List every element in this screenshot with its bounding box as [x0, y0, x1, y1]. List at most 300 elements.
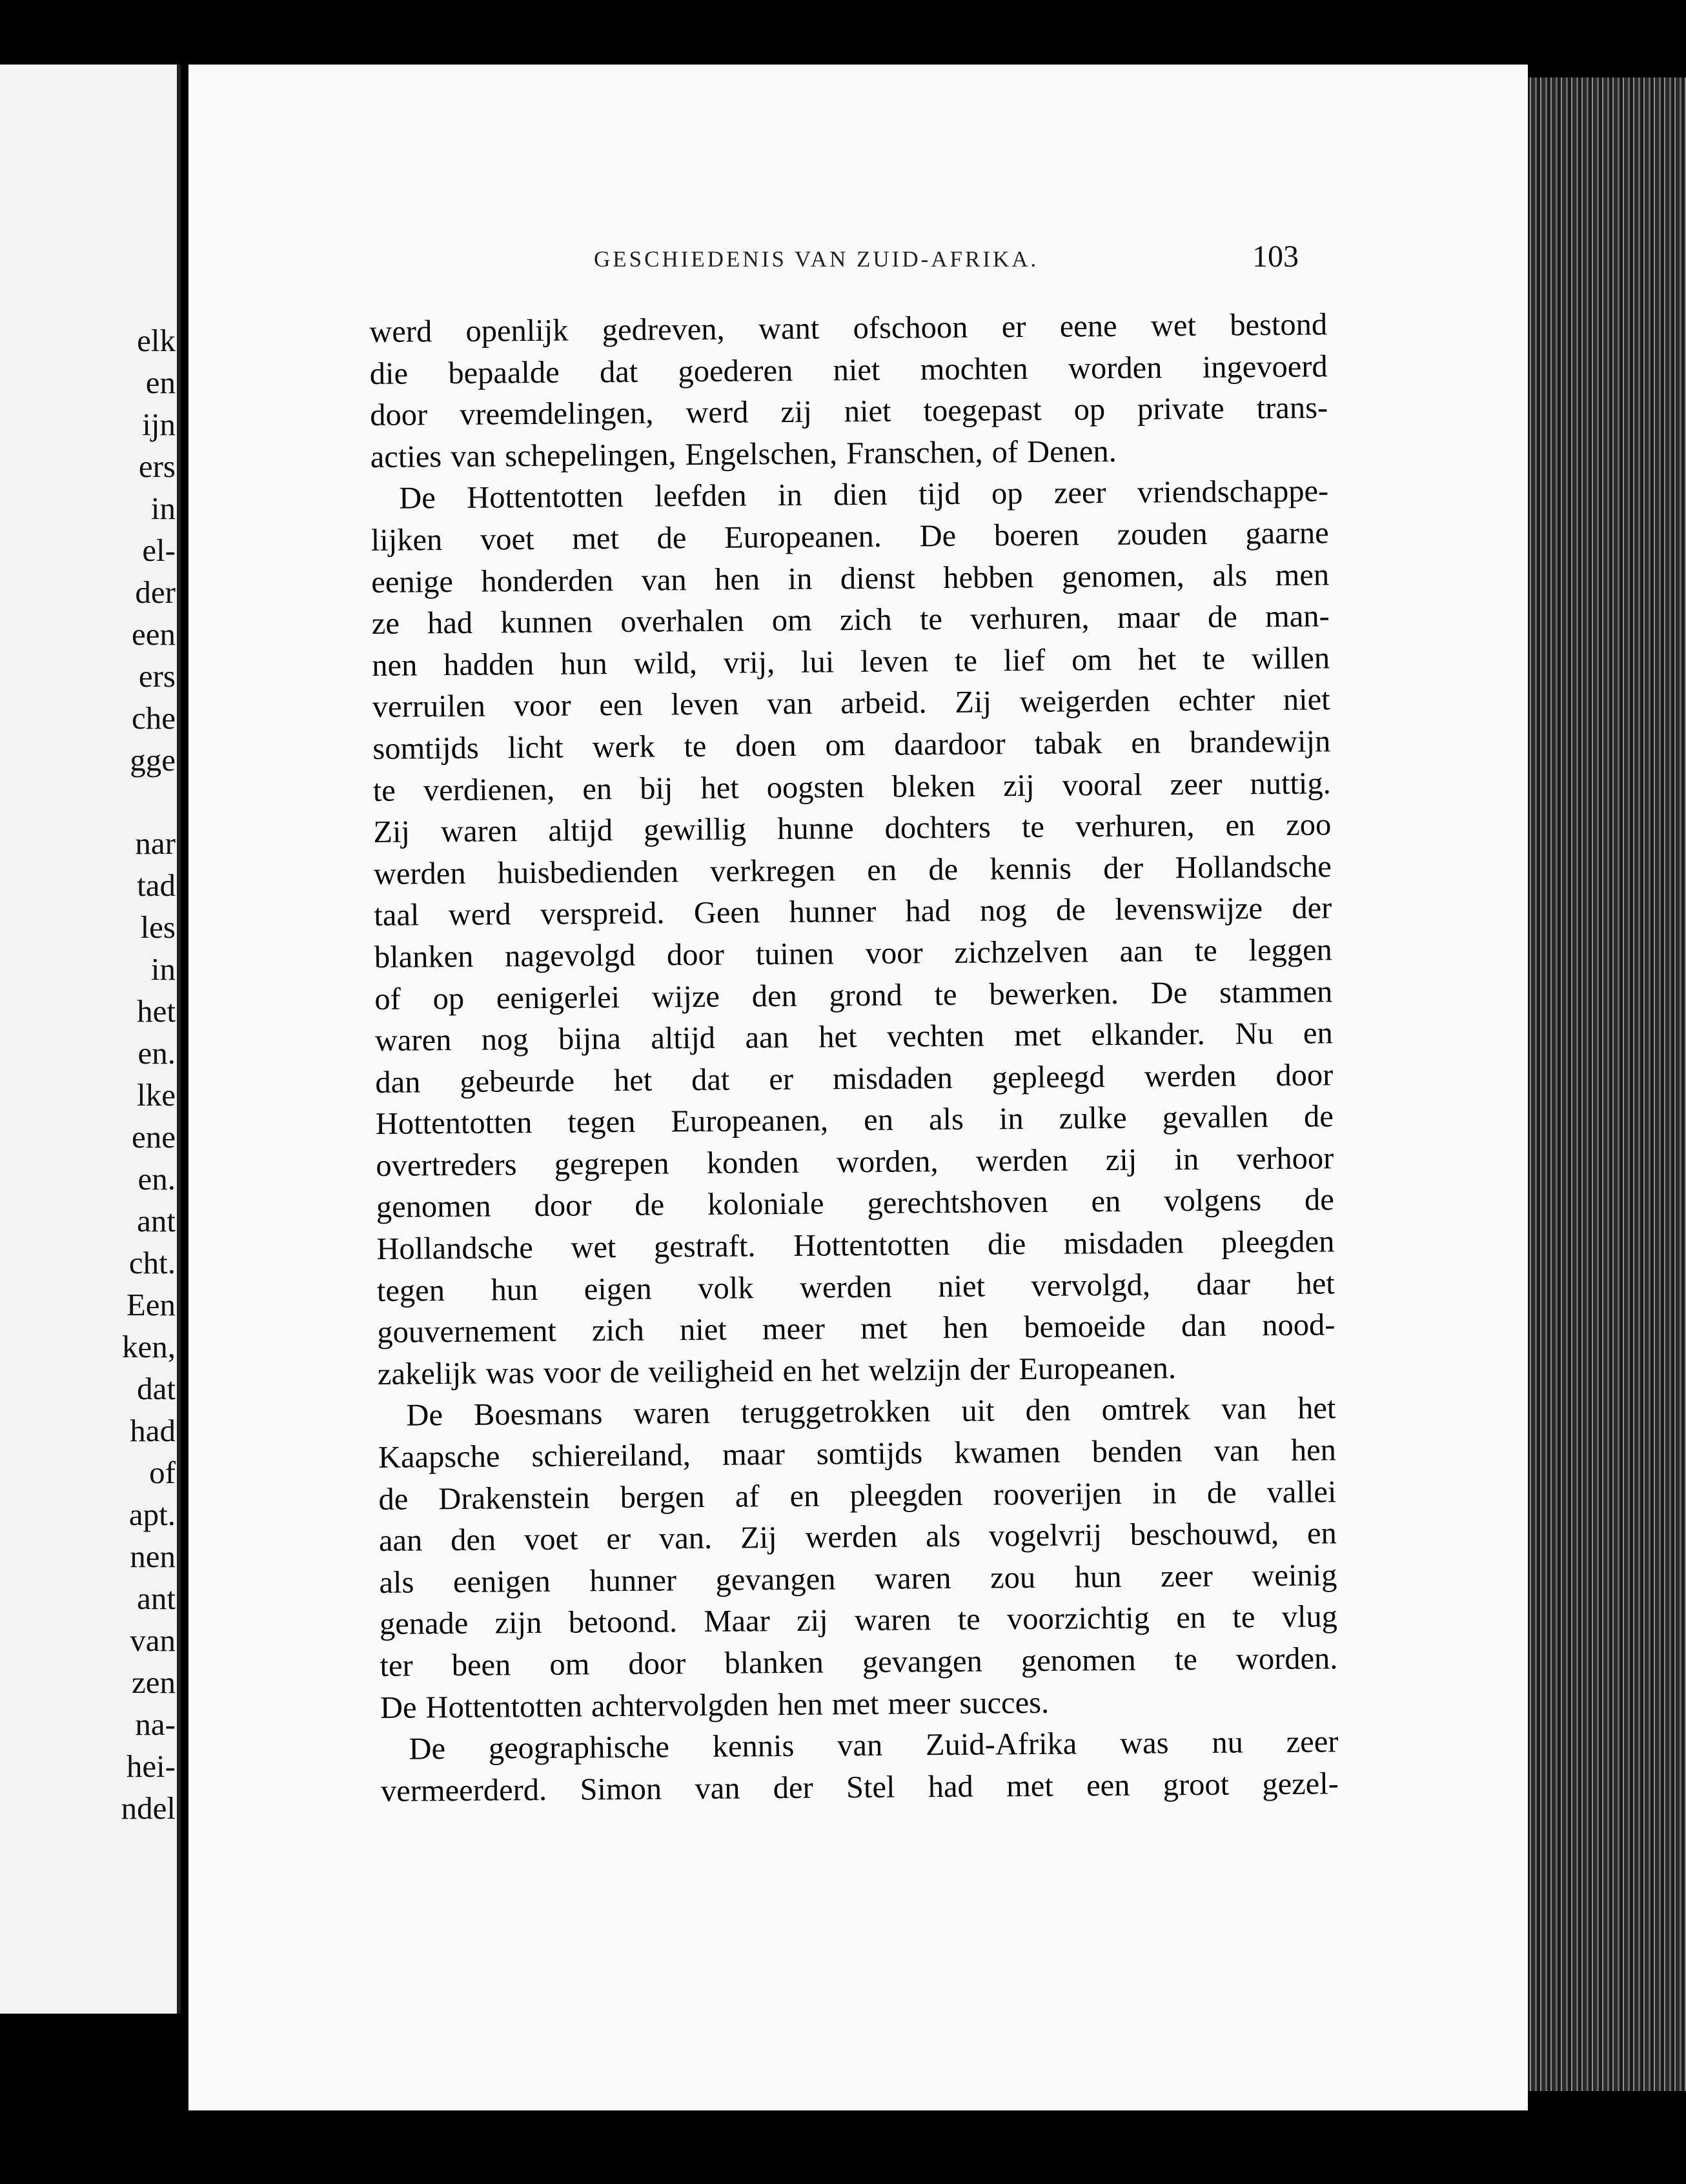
- word: verhuren,: [970, 601, 1090, 636]
- word: blanken: [374, 939, 474, 975]
- word: voor: [865, 936, 923, 971]
- word: bergen: [620, 1479, 706, 1515]
- word: groot: [1163, 1767, 1230, 1803]
- word: of: [374, 982, 401, 1016]
- word: en: [1091, 1184, 1121, 1219]
- word: Kaapsche: [378, 1439, 500, 1475]
- text-line: [371, 554, 1329, 603]
- word: vooral: [1062, 767, 1143, 803]
- word: eenigen: [452, 1564, 551, 1599]
- word: goederen: [678, 353, 793, 389]
- word: werd: [686, 395, 749, 430]
- word: stammen: [1219, 974, 1333, 1010]
- word: genomen: [1021, 1643, 1136, 1679]
- word: achtervolgden: [591, 1687, 769, 1723]
- word: bijna: [558, 1022, 622, 1057]
- word: een: [1086, 1768, 1130, 1803]
- word: te: [684, 729, 707, 764]
- word: overtreders: [376, 1148, 517, 1183]
- text-line: [376, 1221, 1334, 1270]
- word: zich: [839, 602, 892, 638]
- word: vallei: [1266, 1474, 1337, 1510]
- word: kwamen: [954, 1435, 1061, 1470]
- word: misdaden: [832, 1060, 953, 1097]
- word: Nu: [1234, 1016, 1274, 1051]
- text-line: [375, 1055, 1333, 1104]
- word: De: [399, 481, 436, 516]
- word: dien: [833, 478, 888, 512]
- word: niet: [833, 352, 880, 387]
- word: Hottentotten: [375, 1106, 533, 1142]
- word: verhuren,: [1075, 809, 1195, 844]
- word: zoo: [1286, 807, 1332, 842]
- word: volgens: [1164, 1183, 1262, 1218]
- word: en: [1306, 1516, 1337, 1551]
- word: zeer: [1286, 1724, 1339, 1760]
- word: leggen: [1248, 933, 1332, 968]
- word: te: [1202, 642, 1226, 676]
- word: oogsten: [766, 769, 864, 805]
- word: door: [628, 1646, 686, 1681]
- word: te: [1174, 1642, 1197, 1677]
- word: als: [1212, 558, 1248, 593]
- word: schiereiland,: [531, 1438, 691, 1474]
- word: gebeurde: [460, 1064, 575, 1099]
- text-line: [373, 804, 1331, 853]
- word: betoond.: [568, 1604, 678, 1641]
- word: lijken: [371, 523, 443, 558]
- text-fragment: les: [140, 909, 176, 945]
- word: hun: [1074, 1559, 1122, 1595]
- text-fragment: en: [145, 365, 176, 400]
- word: voorzichtig: [1006, 1601, 1150, 1637]
- word: genomen: [376, 1189, 491, 1225]
- text-line: [372, 680, 1330, 729]
- word: in: [1152, 1475, 1177, 1511]
- word: ter: [380, 1648, 413, 1683]
- word: worden,: [836, 1144, 939, 1180]
- word: koloniale: [707, 1186, 824, 1222]
- word: gevangen: [862, 1644, 983, 1680]
- word: blanken: [724, 1645, 824, 1681]
- word: been: [451, 1648, 511, 1683]
- word: hadden: [443, 647, 534, 682]
- word: leven: [860, 643, 929, 679]
- word: ingevoerd: [1202, 349, 1328, 385]
- word: licht: [507, 730, 564, 765]
- word: gegrepen: [554, 1146, 669, 1182]
- word: verkregen: [709, 853, 836, 889]
- text-line: [378, 1346, 1336, 1395]
- text-line: [380, 1721, 1338, 1770]
- word: willen: [1251, 641, 1330, 676]
- word: de: [1206, 1475, 1237, 1510]
- word: man-: [1264, 599, 1330, 634]
- word: lief: [1003, 643, 1046, 678]
- word: Europeanen,: [671, 1103, 829, 1139]
- word: altijd: [548, 813, 613, 848]
- text-fragment: ers: [138, 449, 176, 484]
- word: niet: [1283, 682, 1330, 718]
- word: het: [1297, 1391, 1336, 1426]
- word: Stel: [846, 1770, 895, 1805]
- word: er: [1001, 310, 1026, 345]
- word: gepleegd: [991, 1059, 1106, 1095]
- word: den: [1025, 1393, 1071, 1428]
- word: waren: [633, 1396, 711, 1431]
- word: vriendschappe-: [1137, 474, 1329, 511]
- word: met: [1006, 1768, 1054, 1804]
- text-fragment: gge: [130, 742, 176, 778]
- word: levenswijze: [1114, 891, 1263, 927]
- word: in: [1174, 1142, 1199, 1177]
- word: Hollandsche: [1175, 849, 1332, 885]
- text-fragment: het: [137, 993, 176, 1029]
- text-line: [373, 763, 1331, 812]
- word: konden: [706, 1145, 799, 1180]
- word: op: [1073, 392, 1106, 427]
- text-line: [380, 1680, 1338, 1729]
- word: en: [782, 1353, 813, 1388]
- word: vermeerderd.: [380, 1772, 547, 1808]
- word: vervolgd,: [1031, 1268, 1151, 1303]
- text-line: [380, 1597, 1337, 1646]
- word: veiligheid: [648, 1353, 774, 1390]
- word: overhalen: [620, 603, 744, 640]
- word: in: [777, 478, 802, 513]
- word: en: [1131, 725, 1161, 760]
- word: eenigerlei: [496, 980, 620, 1015]
- word: werden: [975, 1143, 1068, 1178]
- word: werden: [799, 1269, 892, 1305]
- word: weinig: [1252, 1558, 1337, 1593]
- word: hebben: [943, 560, 1034, 595]
- word: welzijn: [868, 1352, 961, 1388]
- word: waren: [874, 1561, 951, 1596]
- word: te: [1194, 933, 1217, 968]
- word: van: [1221, 1391, 1267, 1427]
- word: wild,: [633, 645, 698, 681]
- word: had: [928, 1769, 973, 1805]
- word: hunner: [789, 895, 877, 930]
- word: maar: [1117, 600, 1181, 636]
- word: werd: [369, 314, 432, 349]
- text-line: [380, 1638, 1337, 1687]
- word: als: [379, 1565, 414, 1600]
- word: waren: [374, 1023, 452, 1058]
- word: den: [450, 1522, 496, 1558]
- text-fragment: had: [130, 1413, 176, 1448]
- word: taal: [374, 898, 420, 933]
- word: voor: [513, 688, 571, 723]
- word: trans-: [1256, 390, 1328, 426]
- word: gevangen: [715, 1562, 836, 1597]
- text-line: [376, 1138, 1334, 1187]
- word: van: [1214, 1433, 1260, 1468]
- word: met: [860, 1311, 908, 1346]
- word: zij: [796, 1603, 828, 1639]
- text-fragment: en.: [137, 1161, 176, 1197]
- word: Zij: [740, 1521, 777, 1555]
- word: gewillig: [643, 812, 747, 847]
- word: leefden: [654, 478, 747, 514]
- text-fragment: dat: [137, 1371, 176, 1406]
- word: maar: [722, 1437, 786, 1472]
- paragraph-gap: [21, 781, 176, 822]
- word: geographische: [488, 1730, 670, 1766]
- word: wijze: [651, 979, 720, 1015]
- word: Franschen,: [846, 435, 983, 470]
- word: Engelschen,: [685, 436, 838, 472]
- word: kennis: [990, 851, 1072, 887]
- text-fragment: en.: [137, 1035, 176, 1071]
- word: brandewijn: [1189, 724, 1331, 760]
- word: vlug: [1281, 1599, 1338, 1635]
- word: hun: [560, 646, 607, 682]
- word: te: [919, 602, 943, 637]
- word: wet: [571, 1230, 616, 1265]
- word: in: [999, 1102, 1024, 1137]
- word: somtijds: [816, 1436, 923, 1471]
- word: nood-: [1262, 1308, 1336, 1343]
- word: voor: [543, 1355, 601, 1390]
- text-fragment: ant: [137, 1203, 176, 1239]
- word: der: [970, 1352, 1010, 1387]
- word: eene: [1059, 308, 1117, 344]
- word: worden.: [1235, 1641, 1338, 1677]
- word: in: [787, 561, 813, 596]
- text-fragment: tad: [137, 867, 176, 903]
- word: Simon: [580, 1772, 662, 1807]
- word: gerechtshoven: [867, 1185, 1048, 1221]
- word: altijd: [651, 1020, 716, 1056]
- word: voet: [523, 1522, 578, 1557]
- word: honderden: [481, 563, 614, 599]
- word: meer: [888, 1686, 951, 1721]
- word: door: [666, 937, 725, 973]
- word: De: [919, 518, 957, 554]
- word: rooverijen: [993, 1476, 1122, 1512]
- body-text: [369, 304, 1339, 1812]
- text-line: [379, 1513, 1337, 1562]
- text-fragment: ers: [138, 658, 176, 694]
- word: zouden: [1117, 516, 1208, 552]
- text-fragment: of: [149, 1455, 176, 1490]
- text-fragment: ijn: [142, 407, 176, 442]
- word: nu: [1212, 1725, 1244, 1761]
- word: zakelijk: [377, 1356, 477, 1391]
- word: en: [867, 853, 897, 887]
- text-line: [379, 1555, 1337, 1604]
- word: en: [1176, 1601, 1206, 1635]
- word: nen: [372, 648, 418, 683]
- word: meer: [762, 1311, 826, 1347]
- word: met: [1013, 1018, 1062, 1053]
- word: zichzelven: [954, 935, 1088, 970]
- word: Europeanen.: [724, 519, 882, 555]
- word: dat: [691, 1062, 730, 1097]
- word: niet: [679, 1312, 727, 1348]
- word: gezel-: [1262, 1766, 1339, 1801]
- word: de: [609, 1355, 640, 1390]
- text-line: [378, 1388, 1336, 1437]
- word: gouvernement: [377, 1314, 557, 1350]
- word: was: [1119, 1726, 1169, 1761]
- text-line: [371, 471, 1328, 520]
- word: werd: [448, 897, 511, 933]
- word: en: [582, 771, 613, 806]
- word: uit: [961, 1393, 995, 1429]
- text-fragment: nar: [135, 825, 176, 861]
- word: hen: [1290, 1433, 1337, 1468]
- word: van: [695, 1771, 740, 1806]
- word: dan: [1181, 1308, 1227, 1344]
- text-fragment: ken,: [122, 1329, 176, 1364]
- word: Maar: [704, 1604, 770, 1639]
- word: om: [549, 1647, 590, 1682]
- text-fragment: in: [150, 951, 176, 987]
- word: der: [1292, 891, 1332, 926]
- word: teruggetrokken: [740, 1394, 931, 1430]
- word: leven: [671, 687, 739, 722]
- word: met: [572, 521, 620, 556]
- text-line: [372, 638, 1330, 687]
- word: dan: [375, 1065, 421, 1100]
- word: omtrek: [1101, 1392, 1191, 1428]
- word: door: [370, 398, 428, 433]
- word: boeren: [993, 518, 1080, 553]
- text-line: [374, 846, 1332, 895]
- word: verhoor: [1236, 1141, 1334, 1177]
- word: benden: [1092, 1434, 1183, 1470]
- word: doen: [735, 728, 797, 763]
- text-fragment: hei-: [126, 1748, 176, 1784]
- text-line: [372, 721, 1330, 770]
- word: als: [925, 1519, 961, 1554]
- page-edges: [1510, 77, 1686, 2091]
- word: somtijds: [372, 731, 479, 766]
- word: waren: [440, 814, 518, 849]
- word: het: [613, 1063, 653, 1098]
- text-line: [374, 888, 1332, 937]
- text-line: [370, 388, 1328, 437]
- word: van: [450, 439, 496, 474]
- word: daar: [1196, 1266, 1251, 1302]
- text-line: [377, 1305, 1335, 1354]
- word: te: [1232, 1600, 1255, 1635]
- word: gevallen: [1162, 1100, 1269, 1135]
- word: tegen: [376, 1273, 445, 1308]
- word: niet: [938, 1269, 986, 1304]
- word: met: [831, 1686, 879, 1722]
- word: de: [656, 521, 687, 556]
- word: zij: [780, 394, 813, 430]
- word: daardoor: [894, 727, 1006, 762]
- word: de: [1303, 1099, 1334, 1134]
- text-line: [376, 1180, 1334, 1229]
- word: gestraft.: [653, 1229, 756, 1264]
- word: lui: [800, 645, 835, 680]
- running-head: GESCHIEDENIS VAN ZUID-AFRIKA.: [594, 247, 1039, 272]
- word: De: [409, 1732, 446, 1766]
- word: hen: [777, 1687, 823, 1722]
- word: om: [771, 603, 812, 638]
- text-line: [370, 346, 1328, 395]
- word: De: [406, 1398, 443, 1433]
- word: huisbedienden: [497, 854, 679, 891]
- word: nog: [481, 1022, 529, 1057]
- word: en: [1303, 1016, 1333, 1051]
- word: Geen: [693, 895, 760, 931]
- word: van.: [658, 1521, 713, 1556]
- word: openlijk: [465, 313, 569, 349]
- word: bepaalde: [448, 355, 560, 390]
- word: der: [1102, 851, 1144, 885]
- word: dienst: [840, 560, 915, 596]
- word: om: [1071, 642, 1112, 678]
- word: bestond: [1230, 307, 1328, 343]
- word: van: [767, 686, 813, 722]
- left-page-text-fragments: [21, 319, 176, 1829]
- word: Boesmans: [473, 1397, 603, 1433]
- text-fragment: in: [150, 490, 176, 526]
- word: nog: [979, 893, 1027, 928]
- text-line: [378, 1471, 1336, 1521]
- word: een: [599, 688, 643, 723]
- text-fragment: nen: [130, 1539, 176, 1574]
- left-page-fragment: [0, 65, 181, 2014]
- word: hun: [491, 1272, 538, 1308]
- word: den: [751, 978, 797, 1013]
- text-fragment: elk: [137, 323, 176, 358]
- word: gedreven,: [602, 312, 725, 348]
- word: bemoeide: [1024, 1309, 1146, 1345]
- word: ofschoon: [853, 310, 968, 346]
- word: Hottentotten: [466, 480, 624, 516]
- word: zij: [1105, 1142, 1137, 1177]
- word: pleegden: [1221, 1224, 1335, 1260]
- word: men: [1275, 557, 1330, 592]
- word: de: [928, 852, 959, 887]
- word: tuinen: [755, 936, 835, 972]
- word: af: [735, 1479, 760, 1514]
- word: acties: [370, 439, 442, 474]
- word: verspreid.: [540, 896, 665, 932]
- word: gaarne: [1245, 516, 1329, 551]
- word: zijn: [494, 1606, 542, 1641]
- word: arbeid.: [840, 685, 927, 721]
- word: pleegden: [849, 1477, 963, 1513]
- word: vechten: [886, 1018, 984, 1054]
- word: die: [987, 1227, 1026, 1262]
- word: of: [991, 434, 1019, 470]
- gutter-shadow: [177, 65, 181, 2014]
- word: op: [991, 476, 1023, 511]
- word: grond: [829, 978, 902, 1013]
- word: er: [606, 1522, 631, 1557]
- word: tegen: [567, 1105, 636, 1140]
- word: de: [635, 1188, 665, 1223]
- text-line: [381, 1763, 1339, 1812]
- text-line: [377, 1263, 1335, 1312]
- word: en: [789, 1479, 820, 1513]
- word: zeer: [1170, 767, 1223, 802]
- word: te: [1021, 809, 1045, 845]
- word: zeer: [1053, 476, 1106, 511]
- word: het: [700, 771, 739, 805]
- word: van: [641, 562, 687, 598]
- word: het: [1296, 1266, 1335, 1301]
